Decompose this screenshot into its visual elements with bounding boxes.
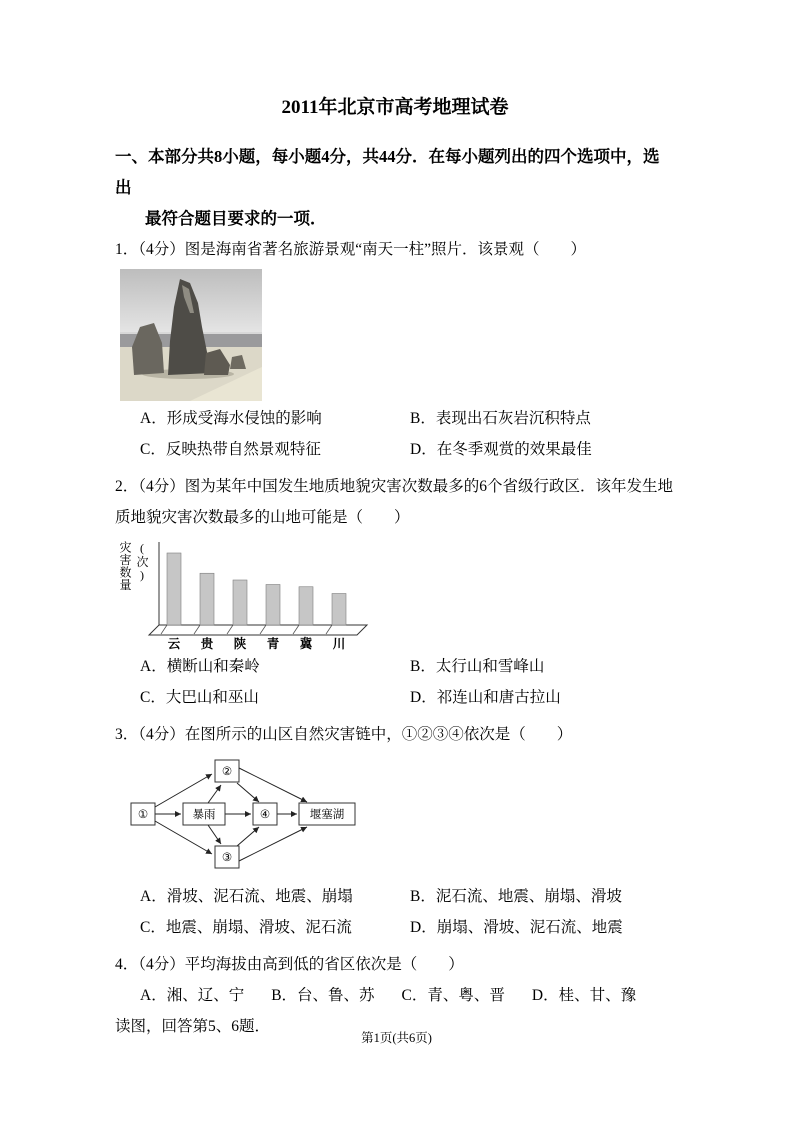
diagram-node-lake-label: 堰塞湖 bbox=[309, 809, 345, 821]
diagram-node-1 bbox=[131, 803, 155, 825]
diagram-node-lake bbox=[299, 803, 355, 825]
bar-label-陕: 陕 bbox=[233, 637, 247, 651]
bar-label-青: 青 bbox=[266, 637, 280, 651]
diagram-node-1-label: ① bbox=[137, 809, 149, 821]
q4-options bbox=[115, 980, 675, 1011]
bar-云 bbox=[167, 553, 181, 625]
bar-label-冀: 冀 bbox=[299, 637, 313, 651]
q2-option-b: B．太行山和雪峰山 bbox=[410, 658, 545, 675]
page-footer: 第1页(共6页) bbox=[361, 1031, 432, 1045]
q2-bar-chart bbox=[115, 539, 675, 651]
q1-option-a: A．形成受海水侵蚀的影响 bbox=[140, 410, 322, 427]
bar-青 bbox=[266, 585, 280, 626]
bar-label-川: 川 bbox=[332, 637, 346, 651]
q1-options bbox=[115, 403, 675, 465]
q3-option-b: B．泥石流、地震、崩塌、滑坡 bbox=[410, 888, 622, 905]
disaster-chain-svg bbox=[123, 756, 373, 874]
q2-option-a: A．横断山和秦岭 bbox=[140, 658, 260, 675]
q2-option-c: C．大巴山和巫山 bbox=[140, 689, 259, 706]
q4-option-a: A．湘、辽、宁 bbox=[140, 987, 245, 1004]
bar-label-云: 云 bbox=[167, 637, 181, 651]
page-title: 2011年北京市高考地理试卷 bbox=[281, 97, 509, 118]
bar-陕 bbox=[233, 580, 247, 625]
section-heading-line1: 一、本部分共8小题，每小题4分，共44分．在每小题列出的四个选项中，选出 bbox=[115, 147, 660, 197]
diagram-node-4-label: ④ bbox=[259, 809, 271, 821]
question-2 bbox=[115, 471, 675, 713]
chart-floor bbox=[149, 625, 367, 635]
q4-option-c: C．青、粤、晋 bbox=[401, 987, 505, 1004]
question-3 bbox=[115, 719, 675, 943]
q3-option-d: D．崩塌、滑坡、泥石流、地震 bbox=[410, 919, 623, 936]
diagram-node-rain-label: 暴雨 bbox=[192, 809, 216, 821]
section-heading bbox=[115, 141, 675, 234]
scenic-photo-svg bbox=[120, 269, 262, 401]
q1-scenic-photo bbox=[120, 269, 262, 401]
q3-options bbox=[115, 881, 675, 943]
bar-川 bbox=[332, 594, 346, 626]
diagram-node-2-label: ② bbox=[221, 766, 233, 778]
diagram-node-2 bbox=[215, 760, 239, 782]
q4-stem: 4．（4分）平均海拔由高到低的省区依次是（ ） bbox=[115, 956, 464, 973]
question-1 bbox=[115, 234, 675, 465]
read-figure-note: 读图，回答第5、6题． bbox=[115, 1018, 271, 1035]
chart-bars bbox=[161, 553, 346, 634]
bar-冀 bbox=[299, 587, 313, 625]
q2-options bbox=[115, 651, 675, 713]
q4-option-d: D．桂、甘、豫 bbox=[531, 987, 637, 1004]
q3-disaster-chain-diagram bbox=[123, 756, 675, 879]
diagram-node-4 bbox=[253, 803, 277, 825]
q2-option-d: D．祁连山和唐古拉山 bbox=[410, 689, 561, 706]
bar-label-贵: 贵 bbox=[200, 637, 214, 651]
diagram-node-rain bbox=[183, 803, 225, 825]
bar-chart-svg bbox=[131, 539, 375, 651]
diagram-node-3 bbox=[215, 846, 239, 868]
q3-option-c: C．地震、崩塌、滑坡、泥石流 bbox=[140, 919, 352, 936]
chart-y-axis-label: 灾害数量(次) bbox=[118, 541, 149, 591]
bar-贵 bbox=[200, 573, 214, 625]
chart-category-labels bbox=[168, 636, 346, 651]
q1-stem: 1．（4分）图是海南省著名旅游景观“南天一柱”照片．该景观（ ） bbox=[115, 241, 587, 258]
q2-stem: 2．（4分）图为某年中国发生地质地貌灾害次数最多的6个省级行政区．该年发生地质地貌灾害次数最多的山地可能是（ ） bbox=[115, 478, 674, 526]
q3-option-a: A．滑坡、泥石流、地震、崩塌 bbox=[140, 888, 353, 905]
diagram-node-3-label: ③ bbox=[221, 852, 233, 864]
q1-option-c: C．反映热带自然景观特征 bbox=[140, 441, 321, 458]
section-heading-line2: 最符合题目要求的一项． bbox=[145, 209, 327, 228]
q3-stem: 3．（4分）在图所示的山区自然灾害链中，①②③④依次是（ ） bbox=[115, 726, 573, 743]
q1-option-b: B．表现出石灰岩沉积特点 bbox=[410, 410, 591, 427]
q4-option-b: B．台、鲁、苏 bbox=[271, 987, 375, 1004]
q1-option-d: D．在冬季观赏的效果最佳 bbox=[410, 441, 592, 458]
